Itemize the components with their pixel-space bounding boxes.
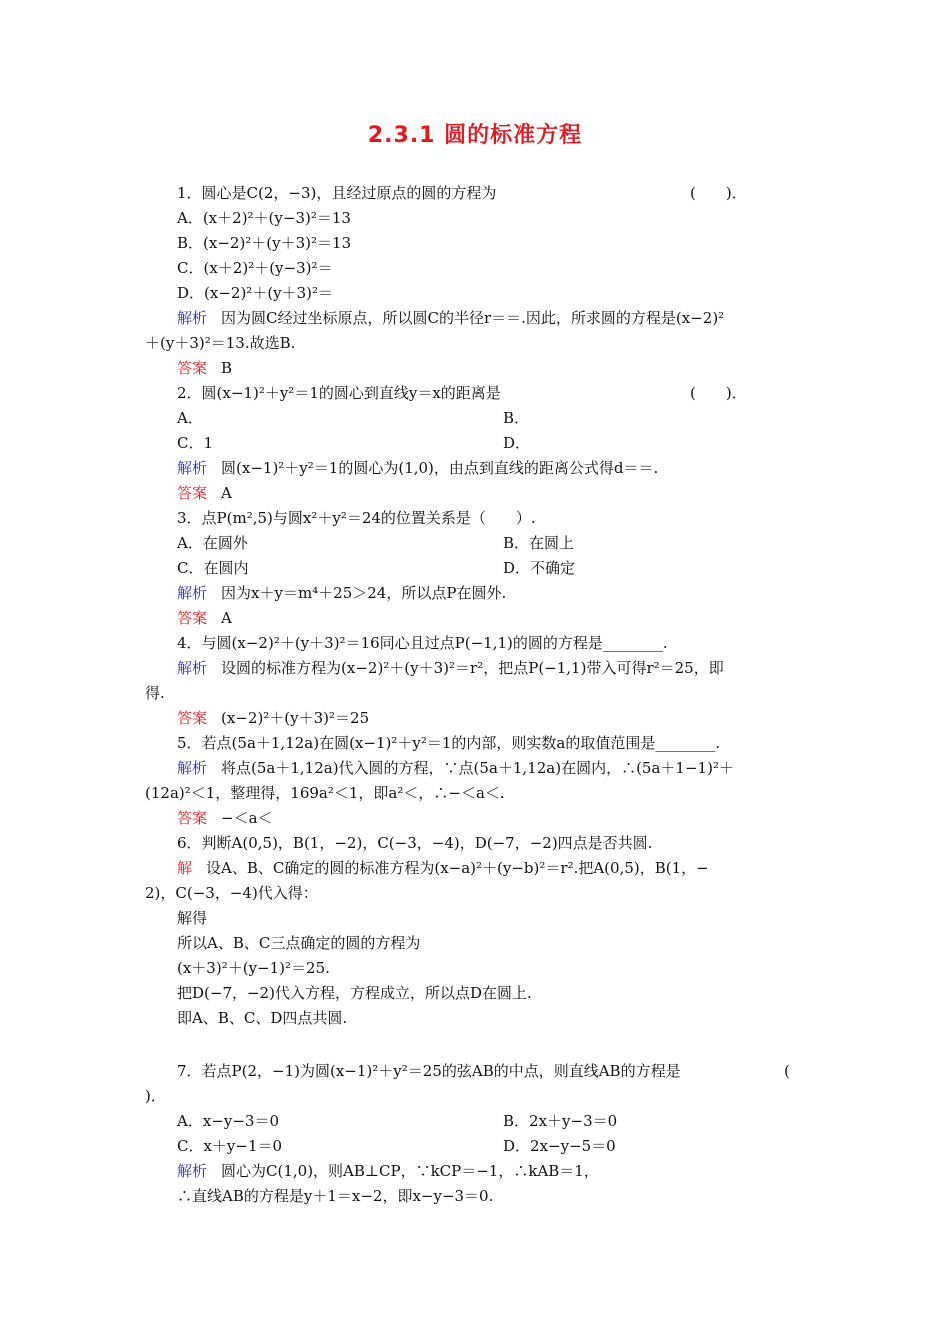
q7-option-c: C．x＋y−1＝0 [177,1137,283,1155]
q2-answer-text: A [221,484,232,502]
analysis-label: 解析 [177,759,208,777]
q1-option-c: C．(x＋2)²＋(y−3)²＝ [177,259,333,277]
q4-analysis-cont: 得. [145,684,165,702]
q3-stem: 3．点P(m²,5)与圆x²＋y²＝24的位置关系是（ ）. [177,509,536,527]
answer-label: 答案 [177,809,208,827]
q2-option-a: A． [177,409,203,427]
q6-line-3: 解得 [177,909,208,927]
q7-option-d: D．2x−y−5＝0 [503,1137,616,1155]
q2-option-c: C．1 [177,434,214,452]
q2-paren: ( )． [690,384,747,402]
q6-line-6: 把D(−7，−2)代入方程，方程成立，所以点D在圆上. [177,984,532,1002]
q6-solution [177,858,709,878]
q1-analysis-text: 因为圆C经过坐标原点，所以圆C的半径r＝＝.因此，所求圆的方程是(x−2)² [221,309,725,327]
q6-solution-text: 设A、B、C确定的圆的标准方程为(x−a)²＋(y−b)²＝r².把A(0,5)，B(1，− [206,859,709,877]
q5-analysis [177,758,734,778]
analysis-label: 解析 [177,584,208,602]
analysis-label: 解析 [177,659,208,677]
q1-answer [177,358,232,378]
q7-stem: 7．若点P(2，−1)为圆(x−1)²＋y²＝25的弦AB的中点，则直线AB的方程是 [177,1062,681,1080]
q4-answer [177,708,369,728]
q4-answer-text: (x−2)²＋(y＋3)²＝25 [221,709,370,727]
q1-answer-text: B [221,359,233,377]
q1-paren: ( )． [690,184,747,202]
q2-option-b: B． [503,409,530,427]
q5-analysis-text: 将点(5a＋1,12a)代入圆的方程，∵点(5a＋1,12a)在圆内，∴(5a＋1−1)²＋ [221,759,734,777]
q1-option-b: B．(x−2)²＋(y＋3)²＝13 [177,234,352,252]
q6-solution-cont: 2)，C(−3，−4)代入得： [145,884,318,902]
q5-analysis-cont: (12a)²＜1，整理得，169a²＜1，即a²＜，∴−＜a＜. [145,784,505,802]
q3-option-a: A．在圆外 [177,534,248,552]
answer-label: 答案 [177,609,208,627]
q1-option-d: D．(x−2)²＋(y＋3)²＝ [177,284,334,302]
q7-analysis-text: 圆心为C(1,0)，则AB⊥CP，∵kCP＝−1，∴kAB＝1， [221,1162,599,1180]
q4-analysis-text: 设圆的标准方程为(x−2)²＋(y＋3)²＝r²，把点P(−1,1)带入可得r²＝25，即 [221,659,724,677]
q7-paren-end: )． [145,1087,166,1105]
q6-line-7: 即A、B、C、D四点共圆. [177,1009,348,1027]
q7-paren: ( [784,1062,790,1080]
q3-option-d: D．不确定 [503,559,576,577]
q7-option-b: B．2x＋y−3＝0 [503,1112,618,1130]
q3-analysis [177,583,506,603]
q1-stem: 1．圆心是C(2，−3)，且经过原点的圆的方程为 [177,184,497,202]
q7-option-a: A．x−y−3＝0 [177,1112,279,1130]
q6-stem: 6．判断A(0,5)，B(1，−2)，C(−3，−4)，D(−7，−2)四点是否共圆. [177,834,653,852]
q3-answer-text: A [221,609,232,627]
q2-analysis-text: 圆(x−1)²＋y²＝1的圆心为(1,0)，由点到直线的距离公式得d＝＝. [221,459,659,477]
q6-line-4: 所以A、B、C三点确定的圆的方程为 [177,934,421,952]
answer-label: 答案 [177,359,208,377]
q3-option-c: C．在圆内 [177,559,249,577]
q3-option-b: B．在圆上 [503,534,575,552]
q3-answer [177,608,232,628]
q7-analysis-cont: ∴直线AB的方程是y＋1＝x−2，即x−y−3＝0. [177,1187,494,1205]
q2-option-d: D． [503,434,531,452]
q1-analysis-cont: ＋(y＋3)²＝13.故选B. [145,334,296,352]
analysis-label: 解析 [177,459,208,477]
q5-stem: 5．若点(5a＋1,12a)在圆(x−1)²＋y²＝1的内部，则实数a的取值范围是________. [177,734,721,752]
q3-analysis-text: 因为x＋y＝m⁴＋25＞24，所以点P在圆外. [221,584,507,602]
q2-analysis [177,458,658,478]
q6-line-5: (x＋3)²＋(y−1)²＝25. [177,959,330,977]
q2-stem: 2．圆(x−1)²＋y²＝1的圆心到直线y＝x的距离是 [177,384,501,402]
answer-label: 答案 [177,484,208,502]
q2-answer [177,483,232,503]
q1-analysis [177,308,724,328]
page-title: 2.3.1 圆的标准方程 [367,123,583,148]
answer-label: 答案 [177,709,208,727]
analysis-label: 解析 [177,309,208,327]
q1-option-a: A．(x＋2)²＋(y−3)²＝13 [177,209,351,227]
q7-analysis [177,1161,599,1181]
analysis-label: 解析 [177,1162,208,1180]
q5-answer [177,808,273,828]
solution-label: 解 [177,859,193,877]
q5-answer-text: −＜a＜ [221,809,273,827]
q4-stem: 4．与圆(x−2)²＋(y＋3)²＝16同心且过点P(−1,1)的圆的方程是________. [177,634,668,652]
q4-analysis [177,658,724,678]
